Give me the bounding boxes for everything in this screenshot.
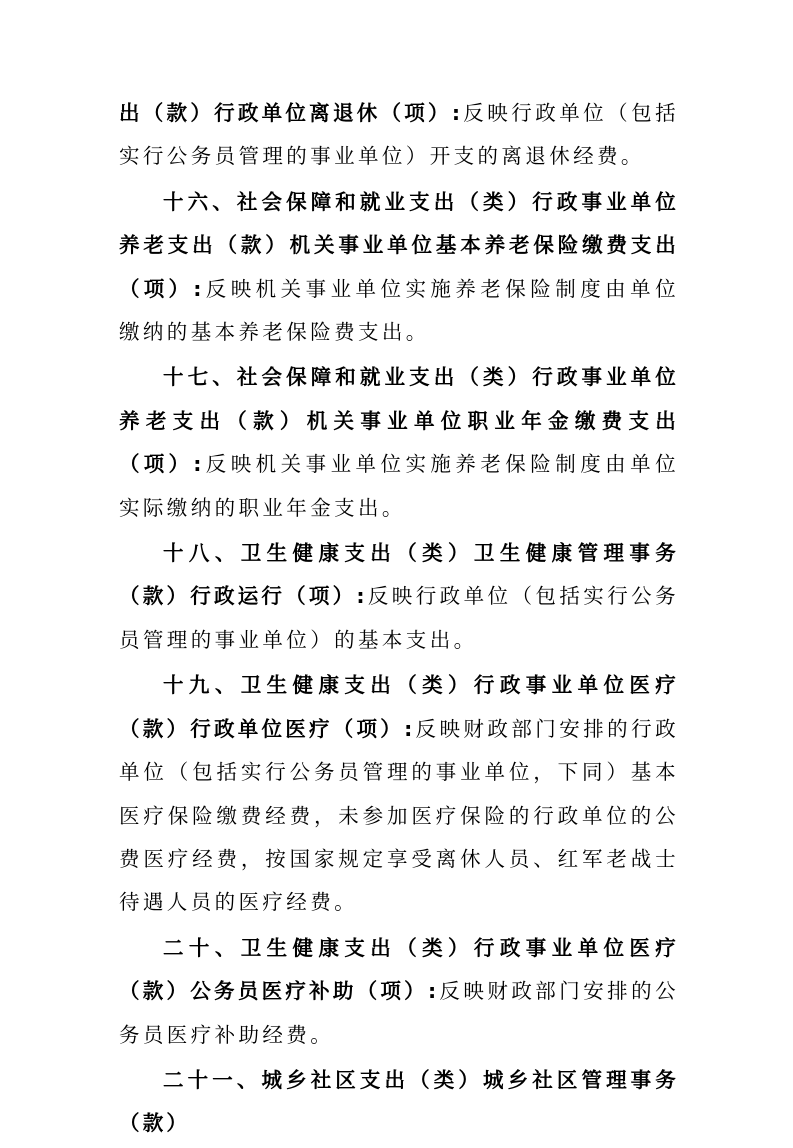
paragraph-urban-rural <box>119 1059 679 1146</box>
paragraph-heading: 十八、卫生健康支出（类）卫生健康管理事务（款）行政运行（项）: <box>119 541 679 609</box>
paragraph-heading: 二十一、城乡社区支出（类）城乡社区管理事务（款） <box>119 1067 679 1136</box>
paragraph-heading: 十六、社会保障和就业支出（类）行政事业单位养老支出（款）机关事业单位基本养老保险缴费支出（项）: <box>119 189 679 301</box>
paragraph-occupational-annuity <box>119 356 679 530</box>
paragraph-civil-servant-medical <box>119 927 679 1057</box>
paragraph-text: 反映机关事业单位实施养老保险制度由单位实际缴纳的职业年金支出。 <box>119 452 679 520</box>
paragraph-heading: 十九、卫生健康支出（类）行政事业单位医疗（款）行政单位医疗（项）: <box>119 673 679 741</box>
paragraph-basic-pension <box>119 181 679 355</box>
paragraph-heading: 二十、卫生健康支出（类）行政事业单位医疗（款）公务员医疗补助（项）: <box>119 935 679 1004</box>
document-body <box>119 92 679 1148</box>
paragraph-admin-medical <box>119 664 679 924</box>
paragraph-text: 反映行政单位（包括实行公务员管理的事业单位）的基本支出。 <box>119 584 679 652</box>
paragraph-heading: 出（款）行政单位离退休（项）: <box>119 101 464 125</box>
paragraph-health-admin <box>119 532 679 662</box>
paragraph-text: 反映机关事业单位实施养老保险制度由单位缴纳的基本养老保险费支出。 <box>119 276 679 345</box>
paragraph-text: 反映行政单位（包括实行公务员管理的事业单位）开支的离退休经费。 <box>119 101 679 169</box>
paragraph-heading: 十七、社会保障和就业支出（类）行政事业单位养老支出（款）机关事业单位职业年金缴费支出（项）: <box>119 365 679 477</box>
paragraph-text: 反映财政部门安排的公务员医疗补助经费。 <box>119 979 680 1047</box>
paragraph-text: 反映财政部门安排的行政单位（包括实行公务员管理的事业单位，下同）基本医疗保险缴费经费，未参加医疗保险的行政单位的公费医疗经费，按国家规定享受离休人员、红军老战士待遇人员的医疗经费。 <box>119 716 679 915</box>
paragraph-retirement <box>119 92 679 179</box>
